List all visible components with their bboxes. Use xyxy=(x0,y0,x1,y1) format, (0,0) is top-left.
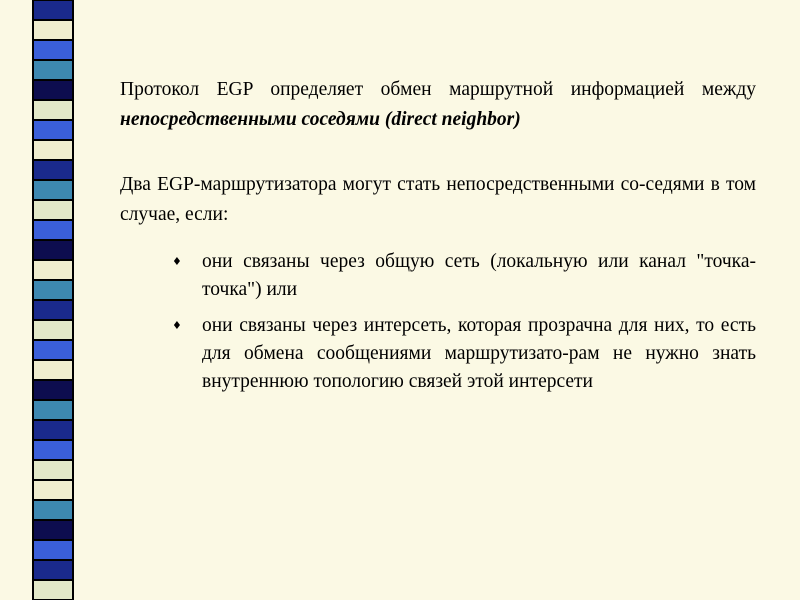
stripe xyxy=(34,500,72,520)
stripe xyxy=(34,480,72,500)
conditions-list xyxy=(172,248,756,404)
stripe xyxy=(34,380,72,400)
diamond-bullet-icon: ♦ xyxy=(172,319,182,332)
stripe xyxy=(34,440,72,460)
list-item xyxy=(172,248,756,304)
stripe xyxy=(34,460,72,480)
diamond-bullet-icon: ♦ xyxy=(172,255,182,268)
stripe xyxy=(34,100,72,120)
stripe xyxy=(34,20,72,40)
stripe xyxy=(34,340,72,360)
stripe xyxy=(34,280,72,300)
stripe xyxy=(34,420,72,440)
stripe xyxy=(34,80,72,100)
stripe xyxy=(34,240,72,260)
conditions-paragraph: Два EGP-маршрутизатора могут стать непосредственными со-седями в том случае, если: xyxy=(120,174,756,225)
intro-text: Протокол EGP определяет обмен маршрутной информацией между xyxy=(120,79,756,100)
stripe xyxy=(34,200,72,220)
stripe xyxy=(34,140,72,160)
decorative-stripe-bar xyxy=(32,0,74,600)
stripe xyxy=(34,520,72,540)
stripe xyxy=(34,300,72,320)
stripe xyxy=(34,580,72,600)
stripe xyxy=(34,360,72,380)
stripe xyxy=(34,320,72,340)
direct-neighbor-emphasis: непосредственными соседями (direct neighbor) xyxy=(120,109,521,130)
list-item-text: они связаны через интерсеть, которая прозрачна для них, то есть для обмена сообщениями маршрутизато-рам не нужно знать внутреннюю топологию связей этой интерсети xyxy=(202,315,756,392)
stripe xyxy=(34,560,72,580)
stripe xyxy=(34,540,72,560)
stripe xyxy=(34,260,72,280)
stripe xyxy=(34,120,72,140)
stripe xyxy=(34,0,72,20)
stripe xyxy=(34,400,72,420)
stripe xyxy=(34,60,72,80)
stripe xyxy=(34,160,72,180)
stripe xyxy=(34,40,72,60)
stripe xyxy=(34,180,72,200)
stripe xyxy=(34,220,72,240)
intro-paragraph xyxy=(120,75,756,135)
list-item-text: они связаны через общую сеть (локальную или канал "точка-точка") или xyxy=(202,251,756,300)
list-item xyxy=(172,312,756,396)
